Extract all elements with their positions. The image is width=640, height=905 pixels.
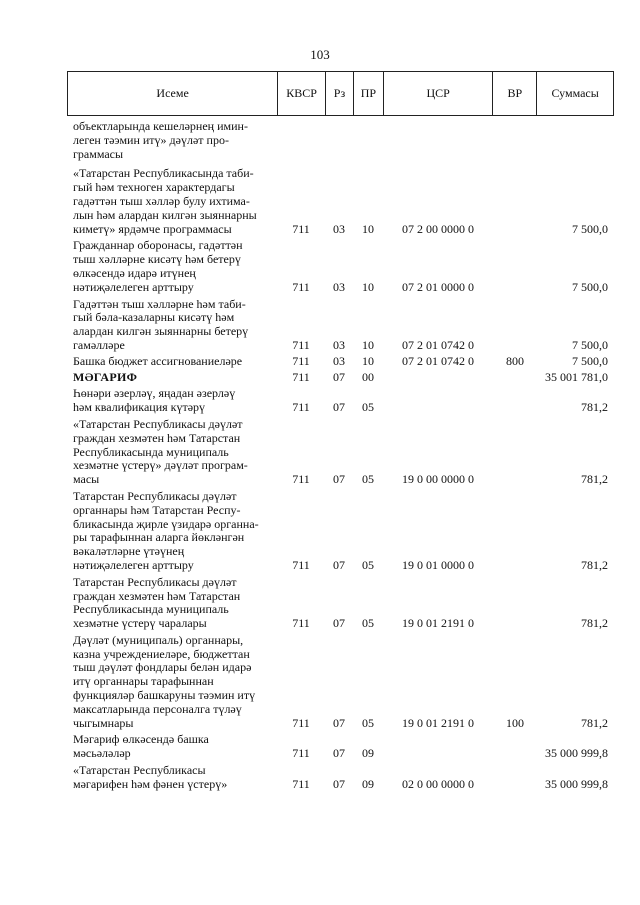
cell-sum: 7 500,0 (572, 353, 608, 368)
cell-rz: 03 (333, 279, 345, 294)
cell-rz: 07 (333, 746, 345, 761)
cell-csr: 07 2 01 0742 0 (402, 337, 474, 352)
table-row (67, 298, 614, 353)
cell-name: Гадәттән тыш хәлләрне һәм таби- гый бәла-казаларны кисәтү һәм алардан килгән зыяннарны бетерү гамәлләре (73, 296, 249, 352)
cell-kvsr: 711 (292, 715, 310, 730)
cell-csr: 19 0 01 0000 0 (402, 557, 474, 572)
cell-csr: 07 2 00 0000 0 (402, 221, 474, 236)
table-row (67, 634, 614, 731)
cell-name: Татарстан Республикасы дәүләт граждан хезмәтен һәм Татарстан Республикасында муниципаль хезмәтне үстерү чаралары (73, 574, 241, 631)
cell-csr: 19 0 01 2191 0 (402, 715, 474, 730)
table-row (67, 764, 614, 792)
table-row (67, 371, 614, 385)
cell-pr: 09 (362, 776, 374, 791)
cell-rz: 03 (333, 221, 345, 236)
cell-sum: 781,2 (581, 715, 608, 730)
cell-sum: 781,2 (581, 472, 608, 487)
table-header (67, 71, 614, 116)
cell-pr: 10 (362, 337, 374, 352)
cell-pr: 10 (362, 353, 374, 368)
table-row (67, 490, 614, 573)
cell-kvsr: 711 (292, 746, 310, 761)
column-header-csr: ЦСР (383, 72, 493, 115)
table-row (67, 576, 614, 631)
cell-kvsr: 711 (292, 221, 310, 236)
column-header-vr: ВР (492, 72, 536, 115)
cell-kvsr: 711 (292, 369, 310, 384)
column-header-name: Исеме (156, 86, 189, 100)
column-header-kvsr: КВСР (277, 72, 325, 115)
cell-pr: 05 (362, 557, 374, 572)
cell-rz: 03 (333, 353, 345, 368)
cell-kvsr: 711 (292, 557, 310, 572)
cell-rz: 07 (333, 369, 345, 384)
column-header-pr: ПР (353, 72, 383, 115)
cell-sum: 35 000 999,8 (545, 746, 608, 761)
cell-vr: 100 (506, 715, 524, 730)
table-row (67, 355, 614, 369)
cell-name: Татарстан Республикасы дәүләт органнары һәм Татарстан Респу- бликасында җирле үзидарә органна- ры тарафыннан аларга йөкләнгән вәкаләтләрне үтәүнең нәтиҗәлелеген арттыру (73, 488, 259, 572)
cell-kvsr: 711 (292, 353, 310, 368)
cell-csr: 07 2 01 0742 0 (402, 353, 474, 368)
cell-name: Һөнәри әзерләү, яңадан әзерләү һәм квалификация күтәрү (73, 386, 236, 415)
cell-pr: 10 (362, 221, 374, 236)
cell-rz: 07 (333, 557, 345, 572)
cell-kvsr: 711 (292, 472, 310, 487)
cell-name: объектларында кешеләрнең имин- леген тәэмин итү» дәүләт про- граммасы (73, 119, 248, 161)
cell-rz: 07 (333, 616, 345, 631)
cell-sum: 7 500,0 (572, 221, 608, 236)
cell-kvsr: 711 (292, 400, 310, 415)
table-body (67, 117, 614, 792)
table-row (67, 167, 614, 236)
cell-rz: 03 (333, 337, 345, 352)
cell-pr: 05 (362, 400, 374, 415)
cell-rz: 07 (333, 400, 345, 415)
table-row (67, 418, 614, 487)
cell-csr: 19 0 01 2191 0 (402, 616, 474, 631)
cell-name: Гражданнар оборонасы, гадәттән тыш хәлләрне кисәтү һәм бетерү өлкәсендә идарә итүнең нәтиҗәлелеген арттыру (73, 238, 243, 294)
cell-pr: 05 (362, 472, 374, 487)
cell-name: «Татарстан Республикасы дәүләт граждан хезмәтен һәм Татарстан Республикасында муниципаль хезмәтне үстерү» дәүләт програм- масы (73, 416, 248, 487)
cell-rz: 07 (333, 715, 345, 730)
cell-name: «Татарстан Республикасы мәгарифен һәм фәнен үстерү» (73, 763, 228, 791)
cell-sum: 781,2 (581, 400, 608, 415)
cell-sum: 35 000 999,8 (545, 776, 608, 791)
table-row (67, 239, 614, 294)
cell-kvsr: 711 (292, 616, 310, 631)
cell-csr: 07 2 01 0000 0 (402, 279, 474, 294)
cell-sum: 781,2 (581, 616, 608, 631)
cell-name: Мәгариф өлкәсендә башка мәсьәләләр (73, 732, 209, 761)
column-header-sum: Суммасы (536, 72, 613, 115)
column-header-rz: Рз (325, 72, 353, 115)
cell-name: Дәүләт (муниципаль) органнары, казна учреждениеләре, бюджеттан тыш дәүләт фондлары белән идарә итү органнары тарафыннан функцияләр башкаруны тәэмин итү максатларында персоналга түләү чыгымнары (73, 632, 256, 730)
cell-kvsr: 711 (292, 279, 310, 294)
cell-sum: 7 500,0 (572, 337, 608, 352)
cell-kvsr: 711 (292, 337, 310, 352)
cell-name: МӘГАРИФ (73, 369, 138, 384)
cell-name: Башка бюджет ассигнованиеләре (73, 353, 243, 368)
cell-pr: 05 (362, 616, 374, 631)
cell-pr: 09 (362, 746, 374, 761)
cell-vr: 800 (506, 353, 524, 368)
cell-pr: 10 (362, 279, 374, 294)
cell-sum: 35 001 781,0 (545, 369, 608, 384)
cell-pr: 00 (362, 369, 374, 384)
cell-name: «Татарстан Республикасында таби- гый һәм техноген характердагы гадәттән тыш хәлләр булу ихтима- лын һәм алардан килгән зыяннарны киметү» ярдәмче программасы (73, 166, 257, 236)
cell-pr: 05 (362, 715, 374, 730)
cell-kvsr: 711 (292, 776, 310, 791)
page-number: 103 (310, 47, 330, 62)
table-row (67, 120, 614, 161)
cell-csr: 19 0 00 0000 0 (402, 472, 474, 487)
cell-csr: 02 0 00 0000 0 (402, 776, 474, 791)
cell-rz: 07 (333, 472, 345, 487)
cell-sum: 781,2 (581, 557, 608, 572)
table-row (67, 387, 614, 415)
cell-sum: 7 500,0 (572, 279, 608, 294)
table-row (67, 733, 614, 761)
cell-rz: 07 (333, 776, 345, 791)
